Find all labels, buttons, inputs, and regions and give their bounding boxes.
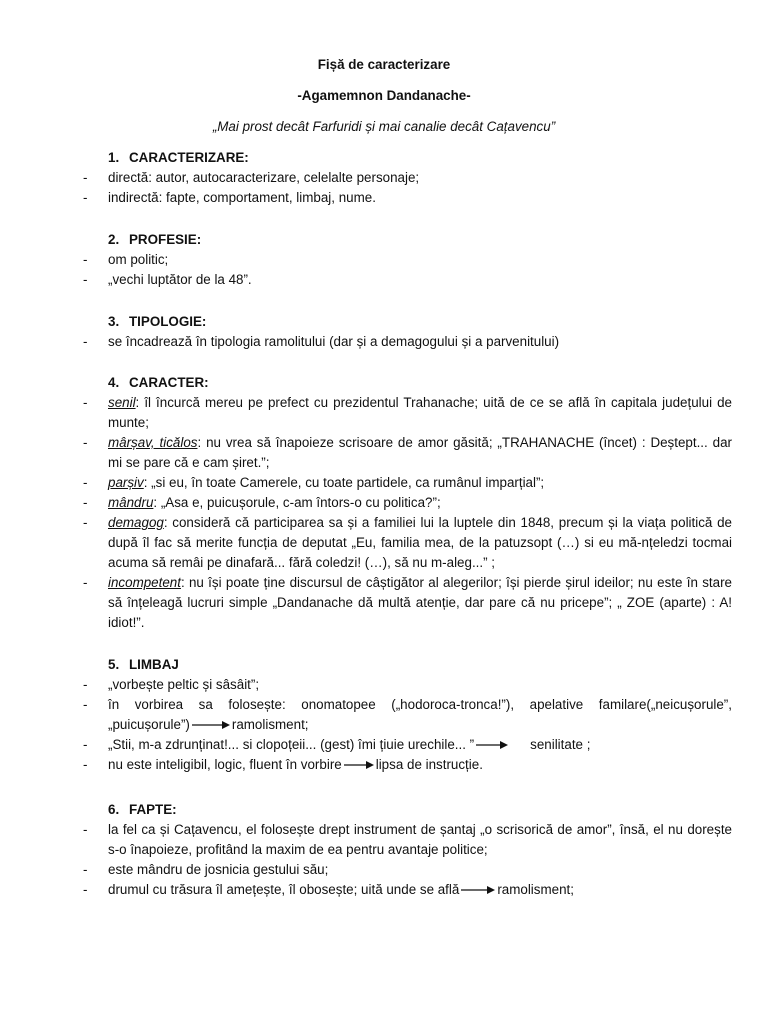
list-item xyxy=(81,493,732,513)
document-title: Fișă de caracterizare xyxy=(317,57,451,72)
list-item xyxy=(81,880,732,900)
bullet-dash: - xyxy=(83,334,88,349)
bullet-dash: - xyxy=(83,822,88,837)
section-number: 6. xyxy=(108,802,120,817)
list-item xyxy=(81,513,732,573)
trait-term: senil xyxy=(108,395,136,410)
trait-description: : „Asa e, puicușorule, c-am întors-o cu politica?”; xyxy=(153,495,441,510)
list-item xyxy=(81,250,732,270)
item-text xyxy=(108,695,732,735)
item-text xyxy=(108,433,732,473)
section-title: CARACTERIZARE: xyxy=(129,150,249,165)
item-text-part: nu este inteligibil, logic, fluent în vorbire xyxy=(108,757,342,772)
list-item xyxy=(81,433,732,473)
list-item xyxy=(81,820,732,860)
section-profesie xyxy=(83,230,732,290)
section-title: PROFESIE: xyxy=(129,232,202,247)
document-quote: „Mai prost decât Farfuridi și mai canalie decât Cațavencu” xyxy=(212,119,556,134)
item-text xyxy=(108,473,732,493)
section-title: TIPOLOGIE: xyxy=(129,314,207,329)
item-text xyxy=(108,755,732,775)
list-item xyxy=(81,755,732,775)
section-number: 1. xyxy=(108,150,120,165)
list-item xyxy=(81,675,732,695)
trait-description: : îl încurcă mereu pe prefect cu prezidentul Trahanache; uită de ce se află în capitala județului de munte; xyxy=(108,395,732,430)
document-subtitle: -Agamemnon Dandanache- xyxy=(297,88,471,103)
bullet-dash: - xyxy=(83,757,88,772)
trait-term: demagog xyxy=(108,515,164,530)
item-text xyxy=(108,393,732,433)
item-text xyxy=(108,880,732,900)
list-item xyxy=(81,168,732,188)
list-item xyxy=(81,332,732,352)
trait-term: mârșav, ticălos xyxy=(108,435,198,450)
bullet-dash: - xyxy=(83,495,88,510)
section-number: 2. xyxy=(108,232,120,247)
trait-description: : „si eu, în toate Camerele, cu toate partidele, ca rumânul imparțial”; xyxy=(143,475,545,490)
list-item xyxy=(81,573,732,633)
section-number: 5. xyxy=(108,657,120,672)
list-item xyxy=(81,188,732,208)
bullet-dash: - xyxy=(83,475,88,490)
section-heading xyxy=(108,655,732,675)
item-text: „vorbește peltic și sâsâit”; xyxy=(108,677,260,692)
trait-term: mândru xyxy=(108,495,154,510)
bullet-dash: - xyxy=(83,677,88,692)
item-text xyxy=(108,513,732,573)
arrow-right-icon xyxy=(476,740,508,750)
list-item xyxy=(81,860,732,880)
item-text-part: ramolisment; xyxy=(231,717,309,732)
item-text-part: lipsa de instrucție. xyxy=(375,757,483,772)
bullet-dash: - xyxy=(83,272,88,287)
arrow-right-icon xyxy=(344,760,374,770)
section-heading xyxy=(108,373,732,393)
bullet-dash: - xyxy=(83,737,88,752)
item-text-part: în vorbirea sa folosește: onomatopee („hodoroca-tronca!”), apelative familare(„neicușorule”, „puicușorule”) xyxy=(108,697,732,732)
item-text-part: „Stii, m-a zdrunținat!... si clopoțeii... (gest) îmi țiuie urechile... ” xyxy=(108,737,475,752)
item-text: este mândru de josnicia gestului său; xyxy=(108,862,329,877)
trait-description: : consideră că participarea sa și a familiei lui la luptele din 1848, precum și la viața politică de după îl fac să merite funcția de deputat „Eu, familia mea, de la patuzsopt (…) si eu mă-nțeledzi tocmai acuma să remâi pe dinafară... fără coledzi! (…), să nu m-aleg...” ; xyxy=(108,515,732,570)
section-title: CARACTER: xyxy=(129,375,209,390)
section-heading xyxy=(108,312,732,332)
list-item xyxy=(81,735,732,755)
list-item xyxy=(81,270,732,290)
section-caracter xyxy=(83,373,732,633)
item-text: indirectă: fapte, comportament, limbaj, nume. xyxy=(108,190,376,205)
bullet-dash: - xyxy=(83,882,88,897)
bullet-dash: - xyxy=(83,697,88,712)
section-number: 3. xyxy=(108,314,120,329)
item-text: se încadrează în tipologia ramolitului (dar și a demagogului și a parvenitului) xyxy=(108,334,560,349)
bullet-dash: - xyxy=(83,252,88,267)
item-text-part: ramolisment; xyxy=(497,882,574,897)
list-item xyxy=(81,393,732,433)
bullet-dash: - xyxy=(83,170,88,185)
item-text xyxy=(108,735,732,755)
bullet-dash: - xyxy=(83,515,88,530)
trait-description: : nu își poate ține discursul de câștigător al alegerilor; își pierde șirul ideilor; nu este în stare să înțeleagă lucruri simple „Dandanache dă multă atenție, dar pare că nu pricepe”; „ ZOE (aparte) : A! idiot!”. xyxy=(108,575,732,630)
item-text-part: drumul cu trăsura îl amețește, îl obosește; uită unde se află xyxy=(108,882,460,897)
bullet-dash: - xyxy=(83,395,88,410)
bullet-dash: - xyxy=(83,190,88,205)
section-number: 4. xyxy=(108,375,120,390)
section-tipologie xyxy=(83,312,732,352)
section-limbaj xyxy=(83,655,732,775)
item-text-part: senilitate ; xyxy=(530,737,591,752)
item-text: la fel ca și Cațavencu, el folosește drept instrument de șantaj „o scrisorică de amor”, însă, el nu dorește s-o înapoieze, profitând la maxim de ea pentru avantaje politice; xyxy=(108,822,732,857)
item-text: om politic; xyxy=(108,252,169,267)
bullet-dash: - xyxy=(83,862,88,877)
section-caracterizare xyxy=(83,148,732,208)
section-title: LIMBAJ xyxy=(129,657,179,672)
section-fapte xyxy=(83,800,732,900)
item-text xyxy=(108,573,732,633)
section-title: FAPTE: xyxy=(129,802,177,817)
list-item xyxy=(81,695,732,735)
trait-description: : nu vrea să înapoieze scrisoare de amor găsită; „TRAHANACHE (încet) : Deștept... dar mi se pare că e cam șiret.”; xyxy=(108,435,732,470)
item-text xyxy=(108,493,732,513)
arrow-right-icon xyxy=(192,720,230,730)
bullet-dash: - xyxy=(83,575,88,590)
bullet-dash: - xyxy=(83,435,88,450)
item-text: directă: autor, autocaracterizare, celelalte personaje; xyxy=(108,170,420,185)
section-heading xyxy=(108,148,732,168)
trait-term: parșiv xyxy=(108,475,144,490)
trait-term: incompetent xyxy=(108,575,181,590)
list-item xyxy=(81,473,732,493)
arrow-right-icon xyxy=(461,885,495,895)
item-text: „vechi luptător de la 48”. xyxy=(108,272,252,287)
section-heading xyxy=(108,230,732,250)
section-heading xyxy=(108,800,732,820)
